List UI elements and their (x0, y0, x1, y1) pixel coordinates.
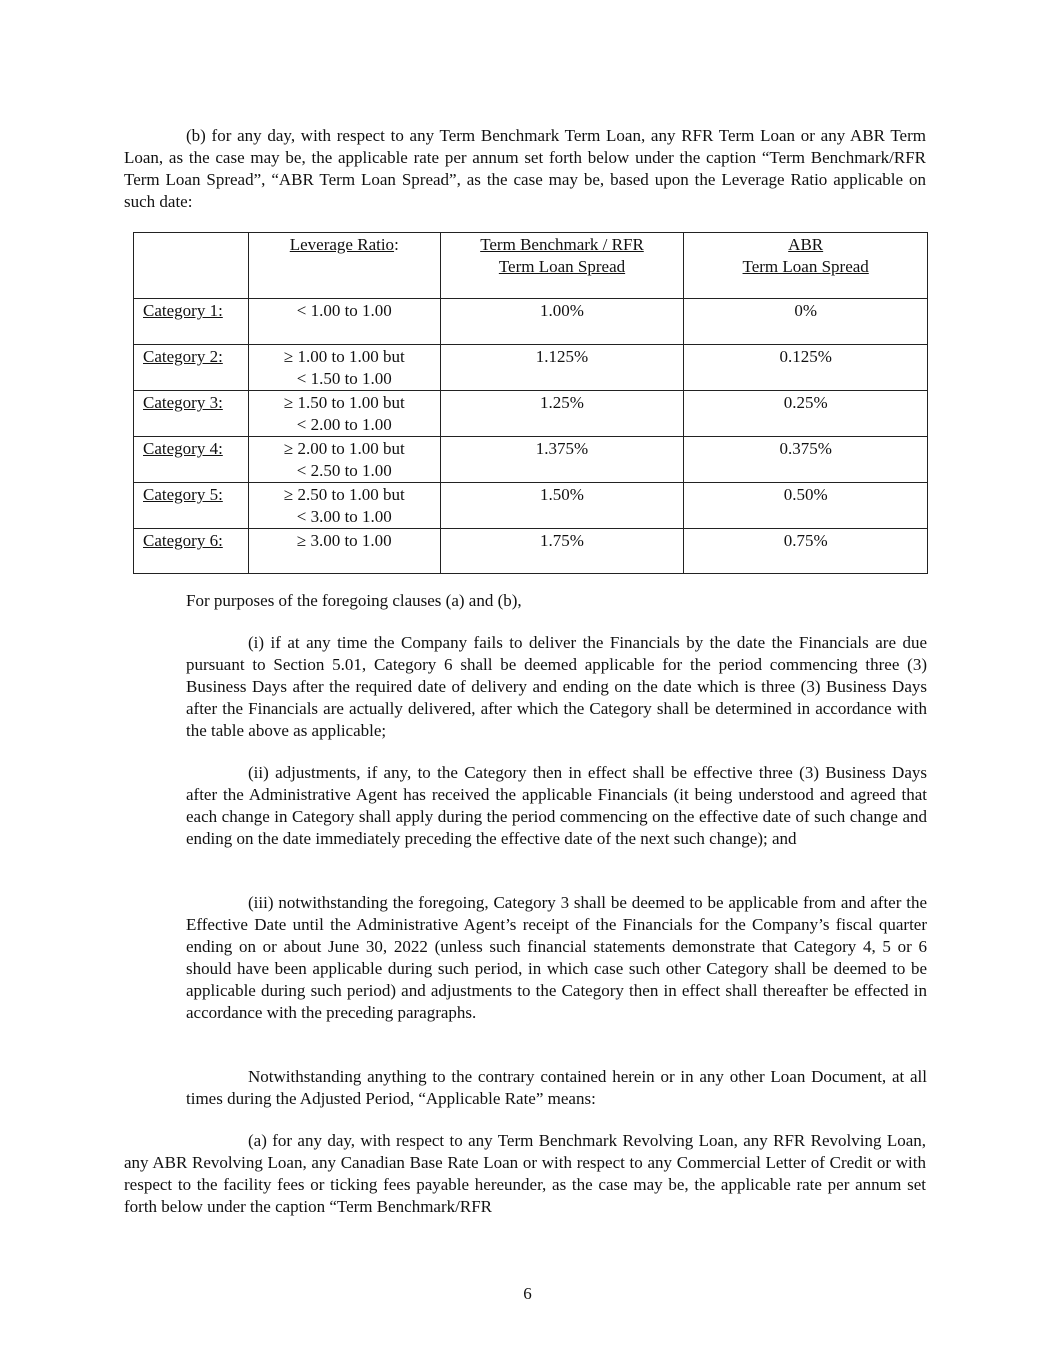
leverage-cell: ≥ 1.00 to 1.00 but < 1.50 to 1.00 (248, 345, 440, 391)
category-cell: Category 1: (134, 299, 249, 345)
leverage-cell: ≥ 2.00 to 1.00 but < 2.50 to 1.00 (248, 437, 440, 483)
category-cell: Category 3: (134, 391, 249, 437)
clause-i: (i) if at any time the Company fails to deliver the Financials by the date the Financials are due pursuant to Section 5.01, Category 6 shall be deemed applicable for the period commencing three (3) Business Days after the required date of delivery and ending on the date which is three (3) Business Days after the Financials are actually delivered, after which the Category shall be determined in accordance with the table above as applicable; (186, 633, 927, 740)
header-abr-spread: ABR Term Loan Spread (684, 233, 928, 299)
abr-spread-cell: 0.25% (684, 391, 928, 437)
paragraph-a: (a) for any day, with respect to any Term Benchmark Revolving Loan, any RFR Revolving Loan, any ABR Revolving Loan, any Canadian Base Rate Loan or with respect to any Commercial Letter of Credit or with respect to the facility fees or ticking fees payable hereunder, as the case may be, the applicable rate per annum set forth below under the caption “Term Benchmark/RFR (124, 1131, 926, 1216)
term-benchmark-spread-cell: 1.375% (440, 437, 684, 483)
term-benchmark-spread-cell: 1.00% (440, 299, 684, 345)
purposes-paragraph: For purposes of the foregoing clauses (a) and (b), (186, 591, 522, 610)
clause-iii: (iii) notwithstanding the foregoing, Category 3 shall be deemed to be applicable from and after the Effective Date until the Administrative Agent’s receipt of the Financials for the Company’s fiscal quarter ending on or about June 30, 2022 (unless such financial statements demonstrate that Category 4, 5 or 6 should have been applicable during such period, in which case such other Category shall be deemed to be applicable during such period) and adjustments to the Category then in effect shall thereafter be effected in accordance with the preceding paragraphs. (186, 893, 927, 1022)
term-benchmark-spread-cell: 1.50% (440, 483, 684, 529)
table-row (134, 299, 928, 345)
header-term-benchmark-spread: Term Benchmark / RFR Term Loan Spread (440, 233, 684, 299)
category-cell: Category 5: (134, 483, 249, 529)
abr-spread-cell: 0.125% (684, 345, 928, 391)
header-empty-cell (134, 233, 249, 299)
category-cell: Category 2: (134, 345, 249, 391)
table-row (134, 437, 928, 483)
spread-table (133, 232, 928, 574)
abr-spread-cell: 0.375% (684, 437, 928, 483)
leverage-cell: < 1.00 to 1.00 (248, 299, 440, 345)
table-row (134, 345, 928, 391)
term-benchmark-spread-cell: 1.125% (440, 345, 684, 391)
leverage-cell: ≥ 1.50 to 1.00 but < 2.00 to 1.00 (248, 391, 440, 437)
notwithstanding-paragraph: Notwithstanding anything to the contrary contained herein or in any other Loan Document, at all times during the Adjusted Period, “Applicable Rate” means: (186, 1067, 927, 1108)
category-cell: Category 6: (134, 529, 249, 574)
table-row (134, 483, 928, 529)
clause-ii: (ii) adjustments, if any, to the Category then in effect shall be effective three (3) Business Days after the Administrative Agent has received the applicable Financials (it being understood and agreed that each change in Category shall apply during the period commencing on the effective date of such change and ending on the date immediately preceding the effective date of the next such change); and (186, 763, 927, 848)
term-benchmark-spread-cell: 1.25% (440, 391, 684, 437)
category-cell: Category 4: (134, 437, 249, 483)
leverage-cell: ≥ 2.50 to 1.00 but < 3.00 to 1.00 (248, 483, 440, 529)
paragraph-b: (b) for any day, with respect to any Term Benchmark Term Loan, any RFR Term Loan or any ABR Term Loan, as the case may be, the applicable rate per annum set forth below under the caption “Term Benchmark/RFR Term Loan Spread”, “ABR Term Loan Spread”, as the case may be, based upon the Leverage Ratio applicable on such date: (124, 126, 926, 211)
table-row (134, 529, 928, 574)
table-row (134, 391, 928, 437)
term-benchmark-spread-cell: 1.75% (440, 529, 684, 574)
abr-spread-cell: 0.75% (684, 529, 928, 574)
abr-spread-cell: 0% (684, 299, 928, 345)
header-leverage-ratio: Leverage Ratio: (248, 233, 440, 299)
page-number: 6 (523, 1284, 532, 1303)
table-header-row (134, 233, 928, 299)
abr-spread-cell: 0.50% (684, 483, 928, 529)
leverage-cell: ≥ 3.00 to 1.00 (248, 529, 440, 574)
